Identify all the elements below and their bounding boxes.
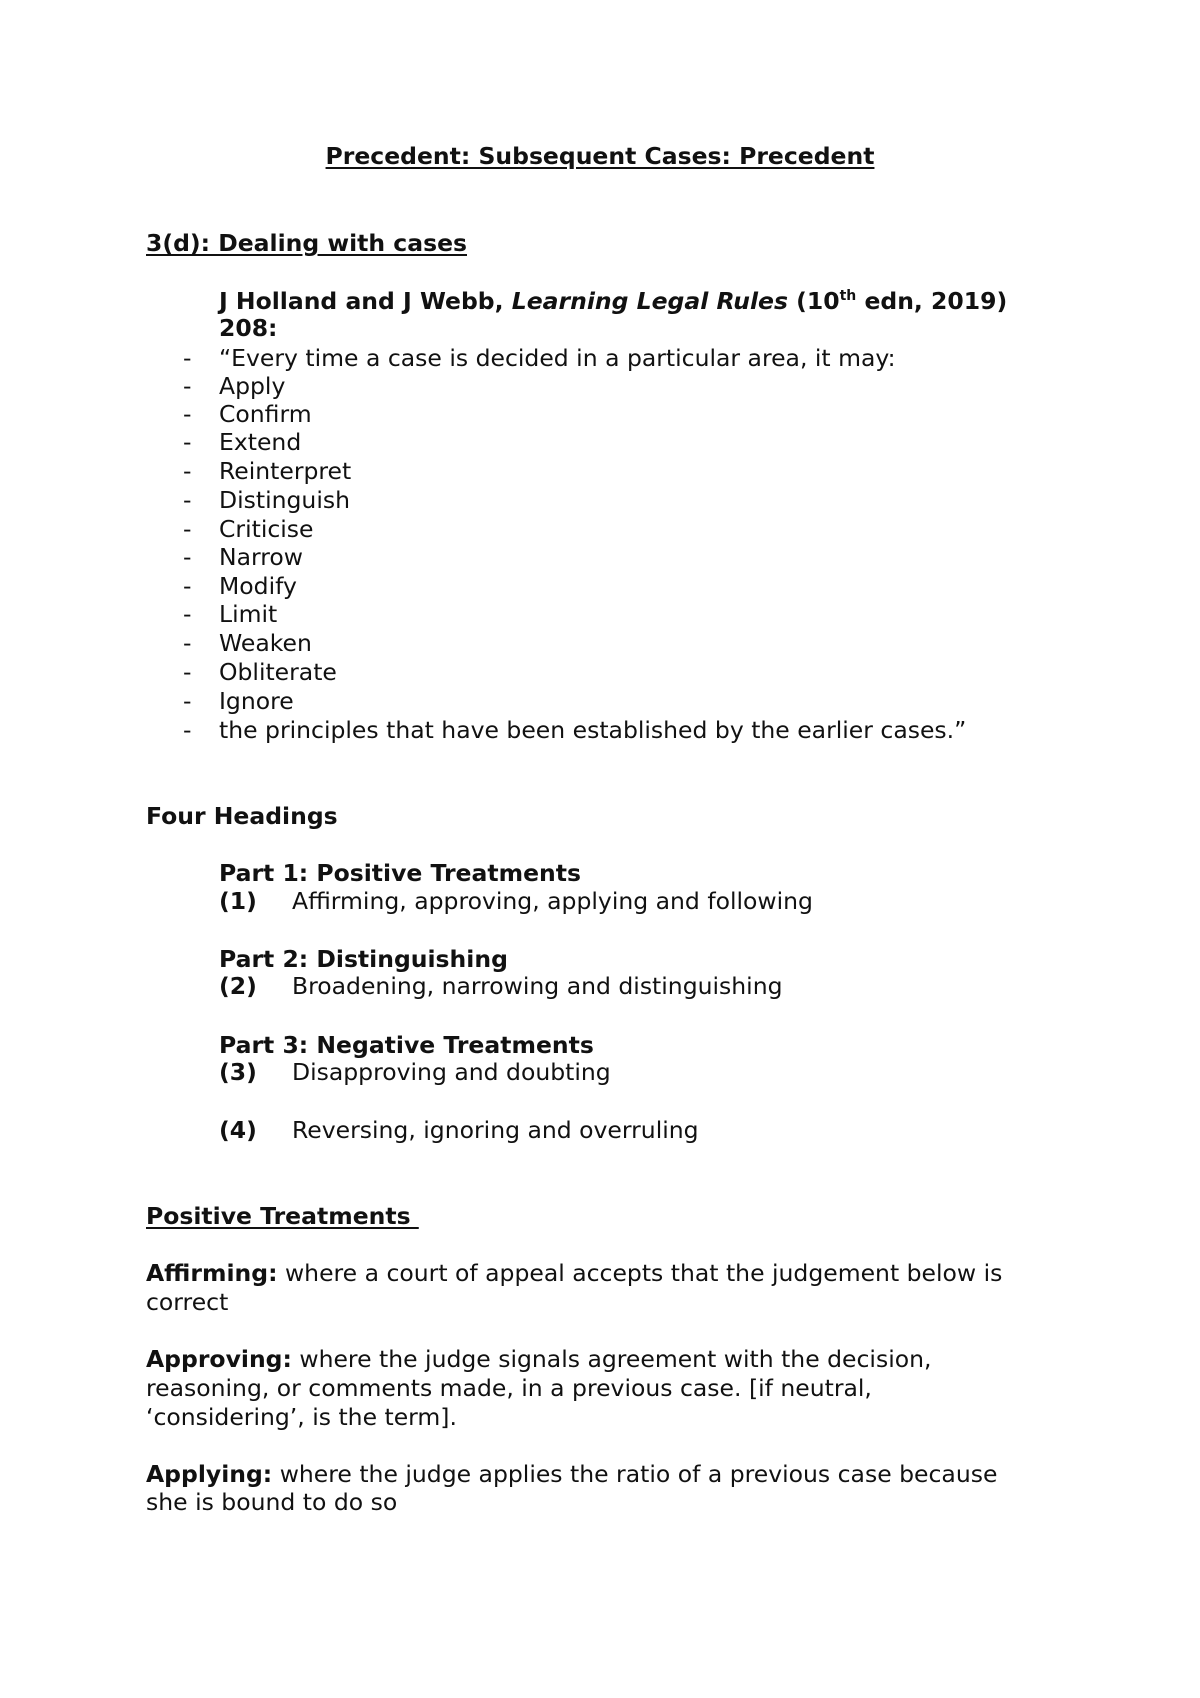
citation-authors: J Holland and J Webb, bbox=[219, 287, 512, 315]
list-item: Apply bbox=[219, 372, 286, 400]
list-dash: - bbox=[183, 400, 192, 428]
page-title: Precedent: Subsequent Cases: Precedent bbox=[325, 142, 875, 170]
list-item: Narrow bbox=[219, 543, 303, 571]
list-item: “Every time a case is decided in a particular area, it may: bbox=[219, 344, 896, 372]
list-item: Modify bbox=[219, 572, 297, 600]
section-heading-3d: 3(d): Dealing with cases bbox=[146, 229, 467, 257]
list-item: Obliterate bbox=[219, 658, 337, 686]
list-item: the principles that have been established by the earlier cases.” bbox=[219, 716, 967, 744]
part-item-text: Disapproving and doubting bbox=[292, 1058, 611, 1086]
part-item-number: (4) bbox=[219, 1116, 257, 1144]
definition-continuation: ‘considering’, is the term]. bbox=[146, 1403, 457, 1431]
list-dash: - bbox=[183, 457, 192, 485]
list-dash: - bbox=[183, 486, 192, 514]
positive-treatments-heading: Positive Treatments bbox=[146, 1202, 419, 1230]
list-dash: - bbox=[183, 543, 192, 571]
definition-text: where the judge applies the ratio of a previous case because bbox=[272, 1460, 998, 1488]
list-dash: - bbox=[183, 687, 192, 715]
four-headings-heading: Four Headings bbox=[146, 802, 338, 830]
list-item: Reinterpret bbox=[219, 457, 352, 485]
part-title: Part 2: Distinguishing bbox=[219, 945, 508, 973]
part-item-number: (1) bbox=[219, 887, 257, 915]
citation-book-title: Learning Legal Rules bbox=[511, 287, 788, 315]
list-item: Criticise bbox=[219, 515, 314, 543]
definition-text: where the judge signals agreement with the decision, bbox=[291, 1345, 932, 1373]
list-dash: - bbox=[183, 515, 192, 543]
definition-term: Applying: bbox=[146, 1460, 273, 1488]
list-item: Distinguish bbox=[219, 486, 350, 514]
list-item: Confirm bbox=[219, 400, 312, 428]
definition-continuation: she is bound to do so bbox=[146, 1488, 398, 1516]
list-dash: - bbox=[183, 344, 192, 372]
list-item: Weaken bbox=[219, 629, 312, 657]
citation-edition-close: edn, 2019) bbox=[856, 287, 1008, 315]
citation-edition-sup: th bbox=[839, 288, 857, 304]
definition-text: where a court of appeal accepts that the judgement below is bbox=[277, 1259, 1003, 1287]
citation-edition-open: (10 bbox=[787, 287, 840, 315]
list-dash: - bbox=[183, 428, 192, 456]
citation-page: 208: bbox=[219, 314, 278, 342]
citation-line bbox=[219, 287, 1008, 315]
definition-affirming bbox=[146, 1259, 1003, 1287]
list-dash: - bbox=[183, 658, 192, 686]
part-item-text: Broadening, narrowing and distinguishing bbox=[292, 972, 783, 1000]
definition-term: Approving: bbox=[146, 1345, 292, 1373]
part-item-text: Reversing, ignoring and overruling bbox=[292, 1116, 699, 1144]
list-dash: - bbox=[183, 372, 192, 400]
definition-approving bbox=[146, 1345, 932, 1373]
list-item: Limit bbox=[219, 600, 278, 628]
part-item-number: (3) bbox=[219, 1058, 257, 1086]
definition-applying bbox=[146, 1460, 998, 1488]
list-dash: - bbox=[183, 716, 192, 744]
definition-continuation: correct bbox=[146, 1288, 229, 1316]
part-item-number: (2) bbox=[219, 972, 257, 1000]
part-item-text: Affirming, approving, applying and following bbox=[292, 887, 813, 915]
list-dash: - bbox=[183, 572, 192, 600]
definition-term: Affirming: bbox=[146, 1259, 278, 1287]
list-dash: - bbox=[183, 629, 192, 657]
list-item: Ignore bbox=[219, 687, 294, 715]
part-title: Part 3: Negative Treatments bbox=[219, 1031, 594, 1059]
definition-continuation: reasoning, or comments made, in a previous case. [if neutral, bbox=[146, 1374, 872, 1402]
list-item: Extend bbox=[219, 428, 302, 456]
list-dash: - bbox=[183, 600, 192, 628]
part-title: Part 1: Positive Treatments bbox=[219, 859, 581, 887]
